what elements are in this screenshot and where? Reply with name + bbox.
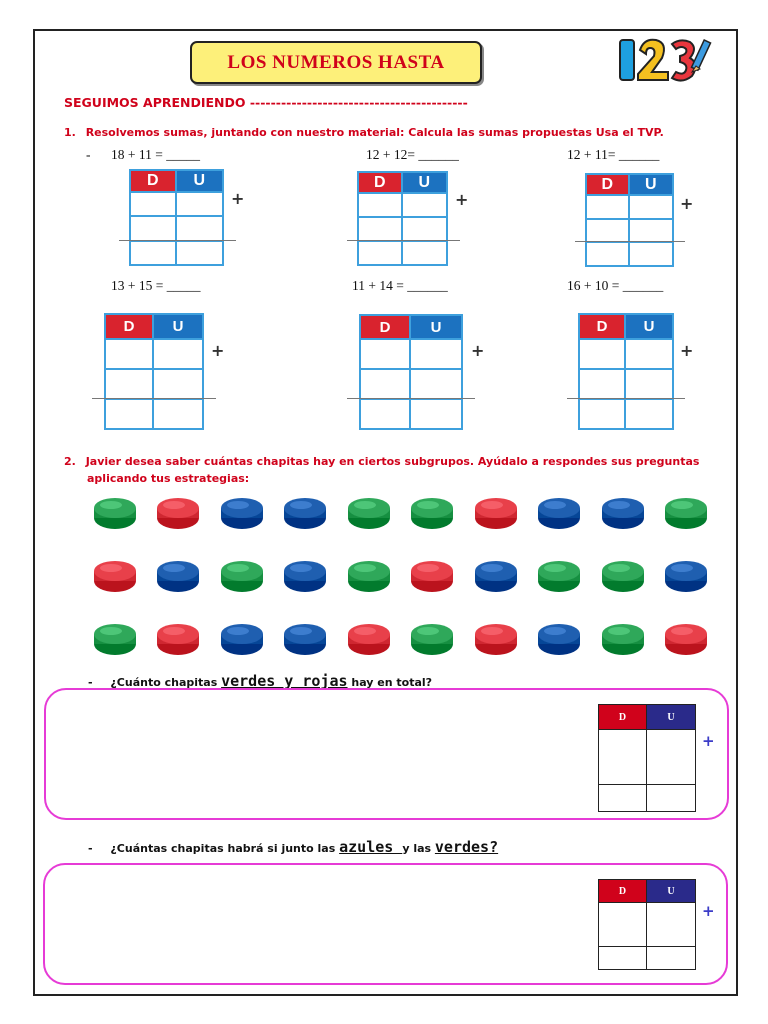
table-cell[interactable] (599, 784, 647, 811)
sum-6: 16 + 10 = ______ (567, 278, 664, 293)
answer-table-a (598, 704, 696, 812)
blue-bottle-cap (219, 495, 265, 531)
sum-line (92, 398, 216, 399)
sum-line (575, 241, 685, 242)
red-bottle-cap (663, 621, 709, 657)
table-cell[interactable] (587, 241, 630, 265)
question-b-mid: y las (402, 842, 435, 855)
sum-5: 11 + 14 = ______ (352, 278, 448, 293)
table-cell[interactable] (403, 240, 447, 264)
table-cell[interactable] (630, 218, 673, 242)
table-cell[interactable] (626, 398, 672, 428)
blue-bottle-cap (155, 558, 201, 594)
green-bottle-cap (346, 558, 392, 594)
tens-header: D (587, 175, 630, 194)
plus-sign: + (702, 732, 715, 750)
red-bottle-cap (346, 621, 392, 657)
green-bottle-cap (92, 495, 138, 531)
table-cell[interactable] (131, 191, 177, 215)
question-b-highlight-1: azules (339, 838, 403, 856)
green-bottle-cap (536, 558, 582, 594)
green-bottle-cap (409, 621, 455, 657)
place-value-table-3 (585, 173, 674, 267)
red-bottle-cap (155, 495, 201, 531)
red-bottle-cap (473, 495, 519, 531)
question-a-dash: - (88, 676, 93, 689)
q1-dash: - (86, 147, 91, 162)
table-cell[interactable] (647, 729, 695, 784)
units-header: U (630, 175, 673, 194)
red-bottle-cap (409, 558, 455, 594)
table-cell[interactable] (411, 368, 461, 398)
q1-text: Resolvemos sumas, juntando con nuestro material: Calcula las sumas propuestas Usa el TVP. (85, 126, 664, 139)
table-cell[interactable] (626, 338, 672, 368)
table-cell[interactable] (580, 398, 626, 428)
table-cell[interactable] (647, 784, 695, 811)
question-b-dash: - (88, 842, 93, 855)
green-bottle-cap (663, 495, 709, 531)
table-cell[interactable] (154, 338, 202, 368)
plus-sign: + (211, 341, 225, 360)
tens-header: D (580, 315, 626, 338)
plus-sign: + (680, 194, 694, 213)
table-cell[interactable] (411, 338, 461, 368)
place-value-table-5 (359, 314, 463, 430)
sum-2: 12 + 12= ______ (366, 147, 459, 162)
table-cell[interactable] (630, 241, 673, 265)
table-cell[interactable] (154, 368, 202, 398)
page-title: LOS NUMEROS HASTA (190, 41, 482, 84)
table-cell[interactable] (647, 946, 695, 969)
table-cell[interactable] (131, 215, 177, 239)
blue-bottle-cap (282, 558, 328, 594)
sum-line (347, 240, 460, 241)
units-header: U (647, 880, 695, 902)
q2-text-line2: aplicando tus estrategias: (87, 472, 250, 485)
table-cell[interactable] (647, 902, 695, 946)
table-cell[interactable] (403, 192, 447, 216)
plus-sign: + (231, 189, 245, 208)
table-cell[interactable] (361, 398, 411, 428)
green-bottle-cap (600, 621, 646, 657)
units-header: U (411, 316, 461, 338)
tens-header: D (599, 705, 647, 729)
section-subtitle: SEGUIMOS APRENDIENDO ------------------------------------------ (64, 95, 468, 110)
tens-header: D (106, 315, 154, 338)
green-bottle-cap (409, 495, 455, 531)
question-a-pre: ¿Cuánto chapitas (110, 676, 222, 689)
table-cell[interactable] (587, 194, 630, 218)
blue-bottle-cap (473, 558, 519, 594)
table-cell[interactable] (131, 240, 177, 264)
table-cell[interactable] (580, 338, 626, 368)
tens-header: D (359, 173, 403, 192)
sum-line (567, 398, 685, 399)
table-cell[interactable] (599, 729, 647, 784)
question-b-highlight-2: verdes? (434, 838, 499, 856)
sum-1: 18 + 11 = _____ (111, 147, 200, 162)
green-bottle-cap (346, 495, 392, 531)
question-b-pre: ¿Cuántas chapitas habrá si junto las (110, 842, 340, 855)
sum-4: 13 + 15 = _____ (111, 278, 201, 293)
tens-header: D (361, 316, 411, 338)
plus-sign: + (680, 341, 694, 360)
red-bottle-cap (473, 621, 519, 657)
place-value-table-1 (129, 169, 224, 266)
q1-number: 1. (64, 126, 76, 139)
units-header: U (177, 171, 223, 191)
plus-sign: + (702, 902, 715, 920)
sum-line (347, 398, 475, 399)
sum-3: 12 + 11= ______ (567, 147, 660, 162)
blue-bottle-cap (282, 495, 328, 531)
table-cell[interactable] (599, 946, 647, 969)
question-a-post: hay en total? (347, 676, 433, 689)
table-cell[interactable] (177, 215, 223, 239)
table-cell[interactable] (359, 240, 403, 264)
blue-bottle-cap (536, 495, 582, 531)
table-cell[interactable] (359, 216, 403, 240)
table-cell[interactable] (177, 191, 223, 215)
q2-instruction (64, 455, 699, 468)
table-cell[interactable] (361, 338, 411, 368)
sum-line (119, 240, 236, 241)
blue-bottle-cap (219, 621, 265, 657)
table-cell[interactable] (106, 398, 154, 428)
table-cell[interactable] (580, 368, 626, 398)
q2-number: 2. (64, 455, 76, 468)
blue-bottle-cap (663, 558, 709, 594)
place-value-table-2 (357, 171, 448, 266)
blue-bottle-cap (536, 621, 582, 657)
tens-header: D (599, 880, 647, 902)
table-cell[interactable] (361, 368, 411, 398)
units-header: U (154, 315, 202, 338)
green-bottle-cap (600, 558, 646, 594)
green-bottle-cap (92, 621, 138, 657)
table-cell[interactable] (599, 902, 647, 946)
tens-header: D (131, 171, 177, 191)
answer-table-b (598, 879, 696, 970)
q2-text-line1: Javier desea saber cuántas chapitas hay en ciertos subgrupos. Ayúdalo a respondes sus preguntas (85, 455, 700, 468)
red-bottle-cap (155, 621, 201, 657)
units-header: U (647, 705, 695, 729)
blue-bottle-cap (600, 495, 646, 531)
table-cell[interactable] (630, 194, 673, 218)
plus-sign: + (455, 190, 469, 209)
units-header: U (403, 173, 447, 192)
table-cell[interactable] (626, 368, 672, 398)
table-cell[interactable] (411, 398, 461, 428)
table-cell[interactable] (106, 338, 154, 368)
numbers-123-logo (614, 34, 714, 86)
question-a-highlight: verdes y rojas (221, 672, 348, 690)
table-cell[interactable] (154, 398, 202, 428)
plus-sign: + (471, 341, 485, 360)
green-bottle-cap (219, 558, 265, 594)
table-cell[interactable] (106, 368, 154, 398)
table-cell[interactable] (177, 240, 223, 264)
place-value-table-4 (104, 313, 204, 430)
blue-bottle-cap (282, 621, 328, 657)
table-cell[interactable] (403, 216, 447, 240)
q1-instruction (64, 126, 664, 139)
table-cell[interactable] (587, 218, 630, 242)
red-bottle-cap (92, 558, 138, 594)
place-value-table-6 (578, 313, 674, 430)
units-header: U (626, 315, 672, 338)
question-b (88, 838, 498, 856)
table-cell[interactable] (359, 192, 403, 216)
